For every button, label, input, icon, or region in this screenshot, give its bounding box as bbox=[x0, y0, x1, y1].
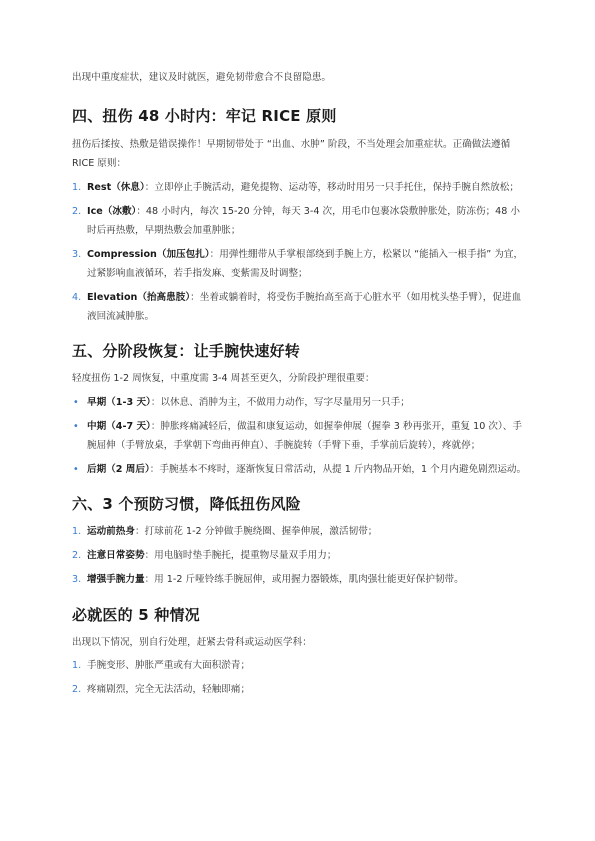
rice-item-rest bbox=[72, 178, 527, 197]
bullet-dot: • bbox=[73, 397, 79, 408]
prevention-text: ：用 1-2 斤哑铃练手腕屈伸，或用握力器锻炼，肌肉强壮能更好保护韧带。 bbox=[144, 574, 464, 585]
prevention-text: ：打球前花 1-2 分钟做手腕绕圈、握拳伸展，激活韧带； bbox=[134, 526, 378, 537]
intro-text: 出现中重度症状，建议及时就医，避免韧带愈合不良留隐患。 bbox=[72, 72, 332, 83]
recovery-term: 后期（2 周后） bbox=[87, 464, 150, 475]
rice-intro: 扭伤后揉按、热敷是错误操作！早期韧带处于 “出血、水肿” 阶段，不当处理会加重症状。正确做法遵循 RICE 原则： bbox=[72, 139, 511, 169]
rice-term: Elevation（抬高患肢） bbox=[87, 292, 191, 303]
prevention-list bbox=[72, 522, 527, 589]
rice-item-compression bbox=[72, 245, 527, 283]
list-number: 4. bbox=[72, 292, 82, 303]
recovery-item-late bbox=[72, 460, 527, 479]
recovery-heading: 五、分阶段恢复：让手腕快速好转 bbox=[72, 342, 301, 360]
rice-text: ：立即停止手腕活动，避免提物、运动等，移动时用另一只手托住，保持手腕自然放松； bbox=[144, 182, 519, 193]
prevention-text: ：用电脑时垫手腕托，提重物尽量双手用力； bbox=[144, 550, 337, 561]
document-content bbox=[72, 68, 527, 699]
doctor-item bbox=[72, 656, 527, 675]
prevention-item-warmup bbox=[72, 522, 527, 541]
list-number: 1. bbox=[72, 660, 82, 671]
rice-term: Ice（冰敷） bbox=[87, 206, 137, 217]
rice-text: ：坐着或躺着时，将受伤手腕抬高至高于心脏水平（如用枕头垫手臂），促进血液回流减肿胀。 bbox=[87, 292, 522, 322]
list-number: 2. bbox=[72, 684, 82, 695]
bullet-dot: • bbox=[73, 464, 79, 475]
recovery-list bbox=[72, 393, 527, 479]
list-number: 2. bbox=[72, 550, 82, 561]
prevention-item-posture bbox=[72, 546, 527, 565]
doctor-heading: 必就医的 5 种情况 bbox=[72, 606, 200, 624]
recovery-text: ：以休息、消肿为主，不做用力动作，写字尽量用另一只手； bbox=[150, 397, 410, 408]
doctor-text: 疼痛剧烈，完全无法活动，轻触即痛； bbox=[87, 684, 251, 695]
doctor-text: 手腕变形、肿胀严重或有大面积淤青； bbox=[87, 660, 251, 671]
doctor-intro: 出现以下情况，别自行处理，赶紧去骨科或运动医学科： bbox=[72, 637, 312, 648]
rice-list bbox=[72, 178, 527, 326]
bullet-dot: • bbox=[73, 421, 79, 432]
prevention-term: 注意日常姿势 bbox=[87, 550, 145, 561]
recovery-text: ：肿胀疼痛减轻后，做温和康复运动，如握拳伸展（握拳 3 秒再张开，重复 10 次）、手腕屈伸（手臂放桌，手掌朝下弯曲再伸直）、手腕旋转（手臂下垂，手掌前后旋转），疼就停； bbox=[87, 421, 522, 451]
rice-term: Compression（加压包扎） bbox=[87, 249, 210, 260]
list-number: 1. bbox=[72, 182, 82, 193]
rice-heading: 四、扭伤 48 小时内：牢记 RICE 原则 bbox=[72, 107, 337, 125]
list-number: 2. bbox=[72, 206, 82, 217]
recovery-intro: 轻度扭伤 1-2 周恢复，中重度需 3-4 周甚至更久，分阶段护理很重要： bbox=[72, 373, 375, 384]
rice-text: ：用弹性绷带从手掌根部绕到手腕上方，松紧以 “能插入一根手指” 为宜，过紧影响血液循环，若手指发麻、变紫需及时调整； bbox=[87, 249, 524, 279]
list-number: 3. bbox=[72, 249, 82, 260]
list-number: 1. bbox=[72, 526, 82, 537]
doctor-item bbox=[72, 680, 527, 699]
prevention-heading: 六、3 个预防习惯，降低扭伤风险 bbox=[72, 495, 301, 513]
prevention-item-strength bbox=[72, 570, 527, 589]
recovery-item-middle bbox=[72, 417, 527, 455]
doctor-list bbox=[72, 656, 527, 699]
prevention-term: 增强手腕力量 bbox=[87, 574, 145, 585]
recovery-item-early bbox=[72, 393, 527, 412]
prevention-term: 运动前热身 bbox=[87, 526, 135, 537]
recovery-text: ：手腕基本不疼时，逐渐恢复日常活动，从提 1 斤内物品开始，1 个月内避免剧烈运动。 bbox=[149, 464, 527, 475]
rice-text: ：48 小时内，每次 15-20 分钟，每天 3-4 次，用毛巾包裹冰袋敷肿胀处，防冻伤；48 小时后再热敷，早期热敷会加重肿胀； bbox=[87, 206, 521, 236]
list-number: 3. bbox=[72, 574, 82, 585]
rice-item-ice bbox=[72, 202, 527, 240]
recovery-term: 中期（4-7 天） bbox=[87, 421, 151, 432]
rice-term: Rest（休息） bbox=[87, 182, 145, 193]
recovery-term: 早期（1-3 天） bbox=[87, 397, 151, 408]
rice-item-elevation bbox=[72, 288, 527, 326]
